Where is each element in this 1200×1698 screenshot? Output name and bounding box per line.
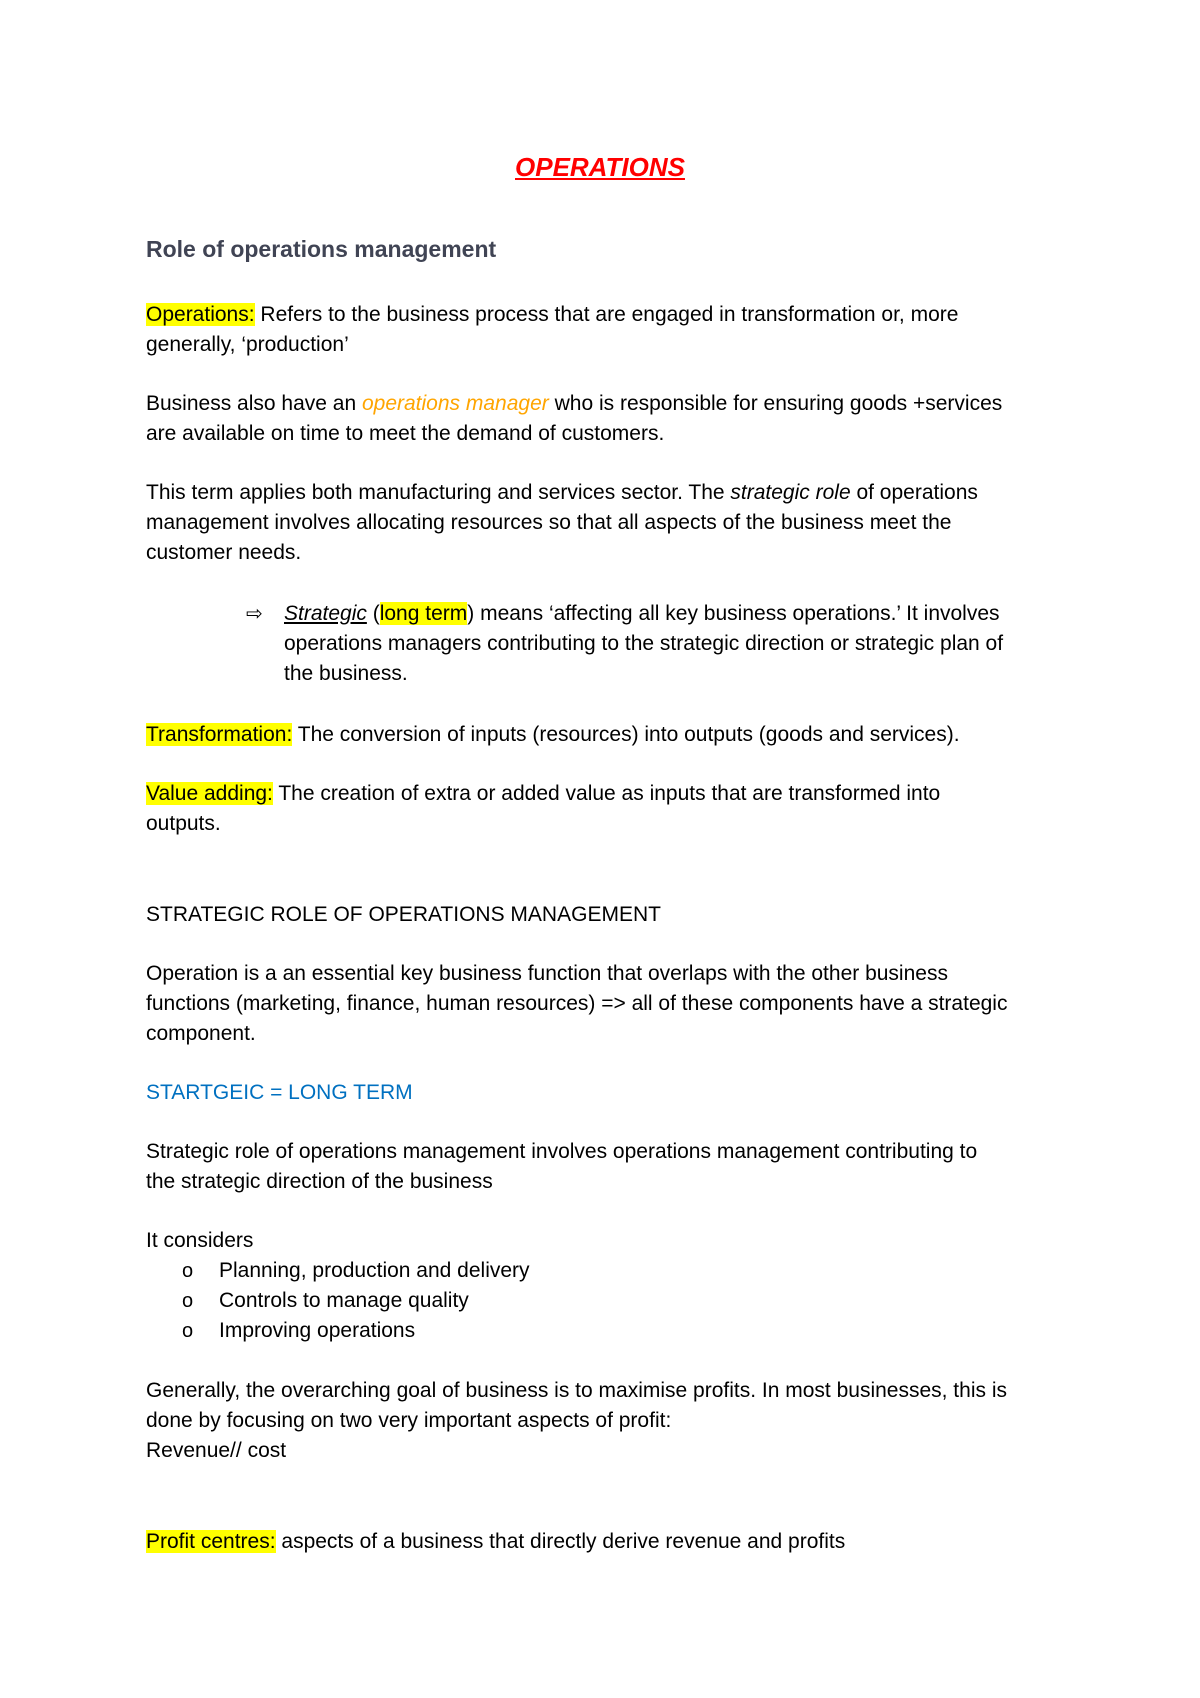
text: of operations bbox=[850, 481, 978, 504]
text: who is responsible for ensuring goods +services bbox=[548, 392, 1003, 415]
paragraph-value-adding-line1 bbox=[146, 779, 940, 809]
paragraph-strategic-role-line1: Strategic role of operations management involves operations management contributing to bbox=[146, 1140, 978, 1163]
paragraph-term-line2: management involves allocating resources so that all aspects of the business meet the bbox=[146, 511, 952, 534]
arrow-item-line3: the business. bbox=[284, 662, 408, 685]
paragraph-operations-line2: generally, ‘production’ bbox=[146, 333, 349, 356]
paragraph-goal-line3: Revenue// cost bbox=[146, 1439, 287, 1462]
highlight-term: long term bbox=[379, 602, 468, 625]
highlight-term: Profit centres: bbox=[146, 1530, 276, 1553]
paragraph-profit-centres bbox=[146, 1527, 845, 1557]
paragraph-manager-line1 bbox=[146, 389, 1002, 419]
text: aspects of a business that directly derive revenue and profits bbox=[275, 1530, 846, 1553]
paragraph-operations-line1 bbox=[146, 300, 958, 330]
text: Refers to the business process that are engaged in transformation or, more bbox=[254, 303, 959, 326]
list-item: Planning, production and delivery bbox=[219, 1259, 530, 1282]
considers-intro: It considers bbox=[146, 1229, 254, 1252]
blue-note: STARTGEIC = LONG TERM bbox=[146, 1081, 413, 1104]
paragraph-operation-line1: Operation is a an essential key business function that overlaps with the other business bbox=[146, 962, 948, 985]
paragraph-value-adding-line2: outputs. bbox=[146, 812, 221, 835]
highlight-term: Value adding: bbox=[146, 782, 273, 805]
highlight-term: Transformation: bbox=[146, 723, 293, 746]
list-item: Controls to manage quality bbox=[219, 1289, 469, 1312]
text: ( bbox=[366, 602, 380, 625]
text: The conversion of inputs (resources) into outputs (goods and services). bbox=[292, 723, 960, 746]
paragraph-term-line1 bbox=[146, 478, 978, 508]
circle-bullet-icon: o bbox=[182, 1260, 194, 1282]
arrow-item-line2: operations managers contributing to the strategic direction or strategic plan of bbox=[284, 632, 1004, 655]
subheading: Role of operations management bbox=[146, 236, 497, 262]
text: This term applies both manufacturing and services sector. The bbox=[146, 481, 731, 504]
underlined-term: Strategic bbox=[284, 602, 367, 625]
circle-bullet-icon: o bbox=[182, 1290, 194, 1312]
text: The creation of extra or added value as inputs that are transformed into bbox=[272, 782, 941, 805]
paragraph-goal-line2: done by focusing on two very important aspects of profit: bbox=[146, 1409, 672, 1432]
paragraph-operation-line3: component. bbox=[146, 1022, 256, 1045]
section-heading: STRATEGIC ROLE OF OPERATIONS MANAGEMENT bbox=[146, 903, 661, 926]
paragraph-manager-line2: are available on time to meet the demand of customers. bbox=[146, 422, 665, 445]
orange-term: operations manager bbox=[361, 392, 549, 415]
page-title: OPERATIONS bbox=[515, 152, 685, 182]
arrow-bullet-icon: ⇨ bbox=[246, 603, 263, 625]
paragraph-term-line3: customer needs. bbox=[146, 541, 302, 564]
italic-term: strategic role bbox=[730, 481, 851, 504]
arrow-item-line1 bbox=[284, 599, 1000, 629]
highlight-term: Operations: bbox=[146, 303, 255, 326]
paragraph-strategic-role-line2: the strategic direction of the business bbox=[146, 1170, 493, 1193]
paragraph-operation-line2: functions (marketing, finance, human resources) => all of these components have a strategic bbox=[146, 992, 1008, 1015]
text: ) means ‘affecting all key business operations.’ It involves bbox=[467, 602, 1000, 625]
text: Business also have an bbox=[146, 392, 362, 415]
circle-bullet-icon: o bbox=[182, 1320, 194, 1342]
list-item: Improving operations bbox=[219, 1319, 416, 1342]
paragraph-goal-line1: Generally, the overarching goal of business is to maximise profits. In most businesses, this is bbox=[146, 1379, 1007, 1402]
paragraph-transformation bbox=[146, 720, 960, 750]
